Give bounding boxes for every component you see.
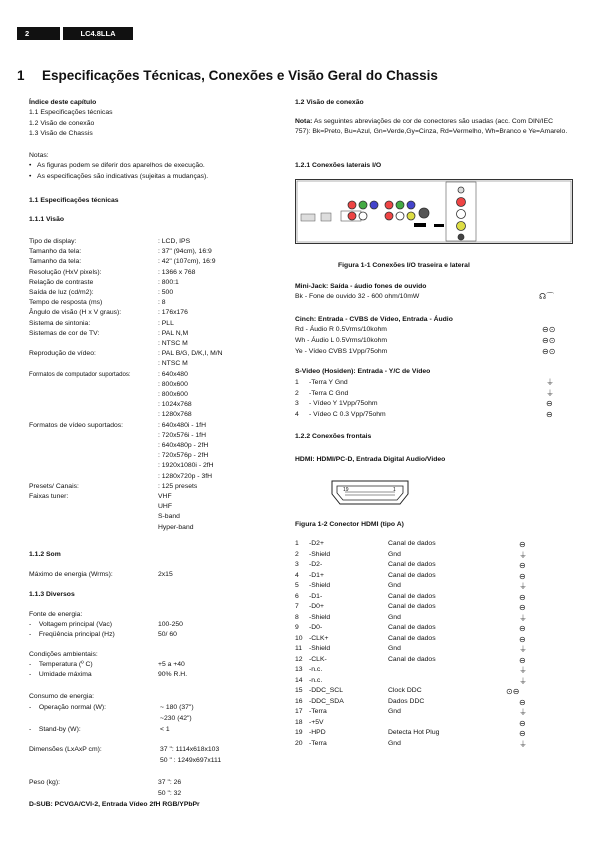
pin-description: Gnd xyxy=(388,739,401,747)
subsection-heading: 1.1.2 Som xyxy=(29,551,61,558)
pin-signal: -D2+ xyxy=(309,540,324,547)
page-title xyxy=(17,68,438,83)
spec-label: Fonte de energia: xyxy=(29,611,83,618)
pin-signal: -Shield xyxy=(309,582,331,589)
pin-description: Canal de dados xyxy=(388,571,436,579)
pin-signal: -DDC_SDA xyxy=(309,697,344,705)
pin-number: 13 xyxy=(295,666,303,673)
spec-value: : 1920x1080i - 2fH xyxy=(158,462,214,470)
pin-description: Gnd xyxy=(388,582,401,589)
spec-value: UHF xyxy=(158,503,172,511)
figure-caption: Figura 1-2 Conector HDMI (tipo A) xyxy=(295,521,404,528)
pin-number: 16 xyxy=(295,697,303,705)
pin-number: 18 xyxy=(295,718,303,726)
spec-label: Tempo de resposta (ms) xyxy=(29,299,103,307)
spec-label-text: Temperatura (º C) xyxy=(38,661,93,668)
toc-item: 1.1 Especificações técnicas xyxy=(29,109,113,116)
headphone-icon: ☊⌒ xyxy=(539,292,555,301)
ground-icon: ⏚ xyxy=(519,582,527,591)
section-heading: 1.2 Visão de conexão xyxy=(295,99,364,106)
spec-value: : 500 xyxy=(158,289,174,296)
connector-in-icon: ⊖ xyxy=(519,592,526,602)
spec-value: : 640x480p - 2fH xyxy=(158,442,209,449)
dsub-heading: D-SUB: PCVGA/CVI-2, Entrada Vídeo 2fH RGB/YPbPr xyxy=(29,801,200,808)
pin-number: 5 xyxy=(295,582,299,589)
subsection-heading: 1.2.1 Conexões laterais I/O xyxy=(295,162,382,169)
pin-signal: -D0- xyxy=(309,624,323,631)
pin-signal: -n.c. xyxy=(309,666,323,673)
connector-row: Wh - Áudio L 0.5Vrms/10kohm xyxy=(295,337,388,344)
subsection-heading: 1.1.3 Diversos xyxy=(29,591,75,598)
pin-description: Gnd xyxy=(388,613,401,621)
spec-label: Condições ambientais: xyxy=(29,651,98,658)
note-text: As especificações são indicativas (sujeitas a mudanças). xyxy=(37,173,209,180)
figure-caption: Figura 1-1 Conexões I/O traseira e lateral xyxy=(338,262,470,269)
connector-heading: S-Video (Hosiden): Entrada - Y/C de Vídeo xyxy=(295,368,431,375)
spec-value: : 720x576p - 2fH xyxy=(158,452,209,460)
chapter-title: Especificações Técnicas, Conexões e Visão Geral do Chassis xyxy=(42,68,438,83)
connector-in-icon: ⊖⊙ xyxy=(542,347,556,356)
spec-label: Sistema de sintonia: xyxy=(29,319,91,327)
ground-icon: ⏚ xyxy=(546,388,554,398)
note-text: As figuras podem se diferir dos aparelhos de execução. xyxy=(37,162,205,169)
spec-label: Máximo de energia (Wrms): xyxy=(29,571,113,578)
chapter-number: 1 xyxy=(17,68,25,83)
pin-signal: -Terra xyxy=(309,739,327,747)
io-connections-figure xyxy=(295,179,573,244)
connector-in-icon: ⊖ xyxy=(519,540,526,549)
spec-label-text: Umidade máxima xyxy=(38,671,92,678)
spec-value: 50 " : 1249x697x111 xyxy=(160,757,222,764)
pin-description: Canal de dados xyxy=(388,624,436,631)
spec-value: 50 ": 32 xyxy=(158,790,182,797)
pin-description: Clock DDC xyxy=(388,687,422,694)
pin-description: - Vídeo C 0.3 Vpp/75ohm xyxy=(309,410,386,418)
spec-label: - Freqüência principal (Hz) xyxy=(29,631,115,638)
pin-description: Canal de dados xyxy=(388,540,436,547)
spec-label: - Operação normal (W): xyxy=(29,704,107,711)
pin-number: 3 xyxy=(295,561,299,568)
pin-signal: -+5V xyxy=(309,718,324,726)
spec-value: 37 ": 1114x618x103 xyxy=(160,746,220,753)
pin-number: 2 xyxy=(295,550,299,558)
spec-value: ~230 (42") xyxy=(160,715,192,722)
section-heading: 1.1 Especificações técnicas xyxy=(29,197,119,204)
spec-value: < 1 xyxy=(160,726,170,733)
spec-label: - Umidade máxima xyxy=(29,671,92,678)
pin-number: 6 xyxy=(295,592,299,600)
connector-row: Rd - Áudio R 0.5Vrms/10kohm xyxy=(295,326,387,333)
spec-label: Sistemas de cor de TV: xyxy=(29,329,100,337)
connector-row: Ye - Vídeo CVBS 1Vpp/75ohm xyxy=(295,348,388,355)
spec-label-text: Voltagem principal (Vac) xyxy=(38,621,112,628)
pin-description: Canal de dados xyxy=(388,592,436,600)
spec-value: 2x15 xyxy=(158,571,173,578)
spec-value: S-band xyxy=(158,513,180,521)
pin-number: 1 xyxy=(295,540,299,547)
spec-value: : 42" (107cm), 16:9 xyxy=(158,258,216,266)
spec-label: Peso (kg): xyxy=(29,779,60,786)
pin-number: 9 xyxy=(295,624,299,631)
ground-icon: ⏚ xyxy=(519,676,527,686)
spec-label-text: Operação normal (W): xyxy=(38,704,107,711)
pin-signal: -D1- xyxy=(309,592,323,600)
connector-in-icon: ⊖ xyxy=(519,729,526,738)
pin-description: Canal de dados xyxy=(388,603,436,610)
pin-number: 12 xyxy=(295,655,303,663)
spec-value: 50/ 60 xyxy=(158,631,177,638)
pin-number: 20 xyxy=(295,739,303,747)
spec-label: - Temperatura (º C) xyxy=(29,661,93,668)
pin-signal: -Shield xyxy=(309,613,331,621)
pin-signal: -Terra xyxy=(309,708,327,715)
ground-icon: ⏚ xyxy=(519,708,527,717)
spec-value: : NTSC M xyxy=(158,340,188,347)
pin-signal: -CLK- xyxy=(309,655,327,663)
ground-icon: ⏚ xyxy=(519,645,527,654)
spec-value: : 125 presets xyxy=(158,482,198,490)
toc-item: 1.2 Visão de conexão xyxy=(29,120,95,127)
spec-value: : 1024x768 xyxy=(158,401,192,409)
spec-label: Ângulo de visão (H x V graus): xyxy=(29,309,122,317)
pin-number: 15 xyxy=(295,687,303,694)
spec-value: : PLL xyxy=(158,319,174,327)
pin-number: 4 xyxy=(295,410,299,418)
subsection-heading: 1.2.2 Conexões frontais xyxy=(295,433,372,440)
spec-value: +5 a +40 xyxy=(158,661,185,668)
spec-label: - Stand-by (W): xyxy=(29,726,81,733)
pin-signal: -n.c. xyxy=(309,676,323,684)
connector-in-icon: ⊖⊙ xyxy=(542,325,556,334)
pin-number: 10 xyxy=(295,634,303,642)
spec-label: Faixas tuner: xyxy=(29,493,69,500)
spec-value: 100-250 xyxy=(158,621,183,628)
spec-value: 37 ": 26 xyxy=(158,779,182,786)
connector-heading: Mini-Jack: Saída - áudio fones de ouvido xyxy=(295,283,427,290)
spec-value: : 1366 x 768 xyxy=(158,268,196,276)
spec-label: Consumo de energia: xyxy=(29,693,94,700)
subsection-heading: 1.1.1 Visão xyxy=(29,216,65,223)
pin-number: 19 xyxy=(295,729,303,736)
pin-description: - Vídeo Y 1Vpp/75ohm xyxy=(309,400,378,407)
connector-in-icon: ⊖ xyxy=(519,655,526,665)
pin-signal: -Shield xyxy=(309,645,331,652)
pin-signal: -CLK+ xyxy=(309,634,329,642)
connector-heading: Cinch: Entrada - CVBS de Vídeo, Entrada - Áudio xyxy=(295,316,453,323)
pin-signal: -D2- xyxy=(309,561,323,568)
connector-in-icon: ⊖ xyxy=(519,697,526,707)
pin-number: 1 xyxy=(295,379,299,386)
connector-row: Bk - Fone de ouvido 32 - 600 ohm/10mW xyxy=(295,293,420,300)
spec-label: Reprodução de vídeo: xyxy=(29,350,96,358)
note-item: • As figuras podem se diferir dos aparelhos de execução. xyxy=(29,162,205,169)
ground-icon: ⏚ xyxy=(546,378,554,387)
spec-value: : PAL B/G, D/K,I, M/N xyxy=(158,350,223,358)
hdmi-connector-figure xyxy=(330,478,410,508)
pin-description: Gnd xyxy=(388,645,401,652)
page-number: 2 xyxy=(17,27,60,40)
toc-heading: Índice deste capítulo xyxy=(29,99,97,106)
ground-icon: ⏚ xyxy=(519,666,527,675)
connector-in-icon: ⊖ xyxy=(546,399,553,408)
spec-value: : NTSC M xyxy=(158,360,188,368)
model-name: LC4.8LLA xyxy=(63,27,133,40)
connector-in-icon: ⊖⊙ xyxy=(542,336,556,345)
spec-value: : 800:1 xyxy=(158,278,179,286)
pin-number: 17 xyxy=(295,708,303,715)
spec-value: : 720x576i - 1fH xyxy=(158,431,206,439)
spec-value: Hyper-band xyxy=(158,523,194,531)
note-text: As seguintes abreviações de cor de conectores são usadas (acc. Com DIN/IEC 757): Bk=Preto, Bu=Azul, Gn=Verde,Gy=Cinza, Rd=Vermelho, Wh=Branco e Ye=Amarelo. xyxy=(295,118,568,136)
spec-label: - Voltagem principal (Vac) xyxy=(29,621,112,628)
ground-icon: ⏚ xyxy=(519,739,527,749)
spec-label: Presets/ Canais: xyxy=(29,482,79,490)
spec-value: : 640x480i - 1fH xyxy=(158,421,206,429)
pin-number: 11 xyxy=(295,645,303,652)
pin-signal: -D1+ xyxy=(309,571,324,579)
spec-value: : 1280x768 xyxy=(158,411,192,419)
ground-icon: ⏚ xyxy=(519,550,527,560)
pin-description: Gnd xyxy=(388,708,401,715)
hdmi-connector-drawing xyxy=(330,478,410,508)
pin-number: 7 xyxy=(295,603,299,610)
pin-signal: -D0+ xyxy=(309,603,324,610)
notes-heading: Notas: xyxy=(29,152,49,159)
spec-label-text: Freqüência principal (Hz) xyxy=(38,631,115,638)
spec-label: Formatos de vídeo suportados: xyxy=(29,421,124,429)
pin-description: Detecta Hot Plug xyxy=(388,729,440,736)
spec-label: Tipo de display: xyxy=(29,238,77,245)
spec-value: VHF xyxy=(158,493,172,500)
spec-value: : 640x480 xyxy=(158,370,188,378)
spec-label-text: Stand-by (W): xyxy=(38,726,81,733)
pin-description: Dados DDC xyxy=(388,697,425,705)
connector-in-icon: ⊖ xyxy=(519,718,526,728)
connector-in-icon: ⊙⊖ xyxy=(506,687,520,696)
hdmi-pin-label: 19 xyxy=(343,487,349,493)
connector-in-icon: ⊖ xyxy=(519,603,526,612)
spec-value: : PAL N,M xyxy=(158,329,189,337)
pin-number: 4 xyxy=(295,571,299,579)
spec-label: Tamanho da tela: xyxy=(29,248,82,256)
pin-number: 3 xyxy=(295,400,299,407)
spec-value: : 8 xyxy=(158,299,166,307)
spec-label: Relação de contraste xyxy=(29,278,94,286)
spec-label: Saída de luz (cd/m2): xyxy=(29,289,94,296)
spec-value: : 800x600 xyxy=(158,380,188,388)
spec-label: Tamanho da tela: xyxy=(29,258,82,266)
pin-description: Canal de dados xyxy=(388,634,436,642)
spec-label: Formatos de computador suportados: xyxy=(29,370,131,378)
io-panel-drawing xyxy=(296,180,572,243)
spec-value: : 800x600 xyxy=(158,391,188,398)
pin-description: Gnd xyxy=(388,550,401,558)
spec-label: Resolução (HxV pixels): xyxy=(29,268,102,276)
connector-in-icon: ⊖ xyxy=(519,634,526,644)
color-note xyxy=(295,117,570,137)
toc-item: 1.3 Visão de Chassis xyxy=(29,130,93,137)
pin-signal: -DDC_SCL xyxy=(309,687,343,694)
connector-in-icon: ⊖ xyxy=(546,409,553,419)
spec-value: : LCD, IPS xyxy=(158,238,191,245)
connector-in-icon: ⊖ xyxy=(519,561,526,570)
pin-signal: -HPD xyxy=(309,729,326,736)
connector-in-icon: ⊖ xyxy=(519,624,526,633)
pin-number: 8 xyxy=(295,613,299,621)
pin-description: Canal de dados xyxy=(388,561,436,568)
spec-value: : 1280x720p - 3fH xyxy=(158,472,213,480)
connector-in-icon: ⊖ xyxy=(519,571,526,581)
note-item: • As especificações são indicativas (sujeitas a mudanças). xyxy=(29,173,209,180)
pin-number: 2 xyxy=(295,389,299,397)
pin-signal: -Shield xyxy=(309,550,331,558)
pin-number: 14 xyxy=(295,676,303,684)
spec-value: 90% R.H. xyxy=(158,671,188,678)
spec-value: : 37" (94cm), 16:9 xyxy=(158,248,212,256)
connector-heading: HDMI: HDMI/PC-D, Entrada Digital Audio/Video xyxy=(295,456,446,463)
spec-value: : 176x176 xyxy=(158,309,188,317)
ground-icon: ⏚ xyxy=(519,613,527,623)
spec-label: Dimensões (LxAxP cm): xyxy=(29,746,102,753)
spec-value: ~ 180 (37") xyxy=(160,704,194,711)
pin-description: -Terra Y Gnd xyxy=(309,379,348,386)
hdmi-pin-label: 1 xyxy=(393,487,396,493)
pin-description: Canal de dados xyxy=(388,655,436,663)
pin-description: -Terra C Gnd xyxy=(309,389,349,397)
note-label: Nota: xyxy=(295,118,313,125)
